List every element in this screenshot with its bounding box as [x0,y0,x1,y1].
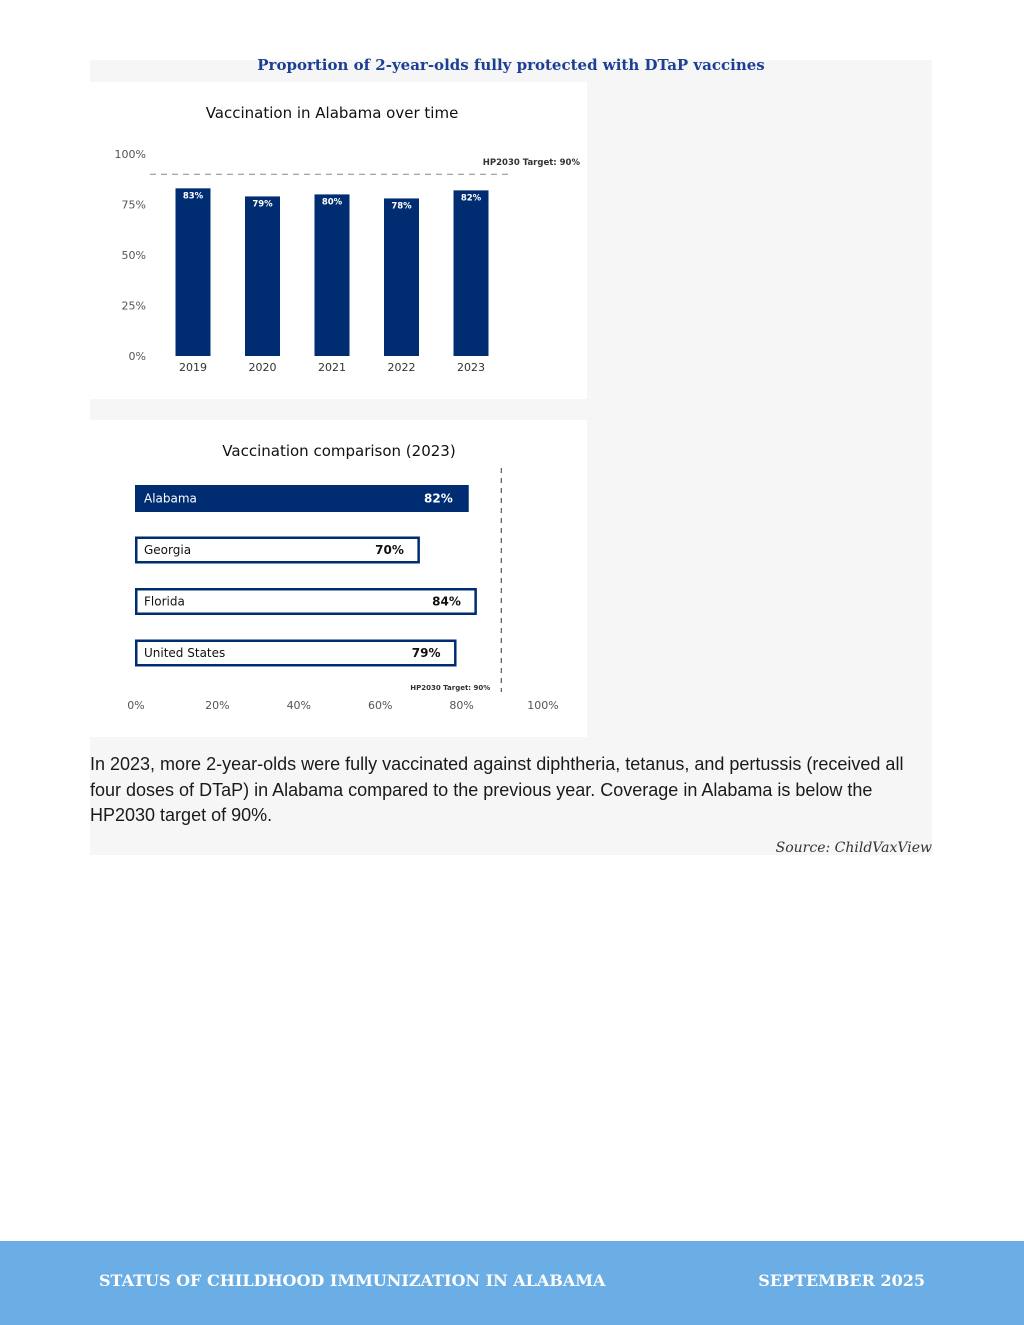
bar-value-label: 79% [252,199,273,210]
chart-comparison-2023-svg [90,420,587,737]
bar-value-label: 82% [424,491,453,506]
bar-florida [136,589,475,614]
bar-value-label: 83% [182,191,204,202]
bar-category-label: Georgia [144,543,192,557]
bar-value-label: 82% [460,193,482,204]
x-tick-label: 2023 [457,361,485,374]
bar-2021 [315,194,350,356]
y-tick-label: 75% [121,198,146,212]
footer-report-title: STATUS OF CHILDHOOD IMMUNIZATION IN ALABAMA [99,1271,606,1290]
target-label: HP2030 Target: 90% [482,158,580,169]
y-tick-label: 50% [121,249,146,262]
source-note: Source: ChildVaxView [775,840,932,856]
bar-value-label: 78% [391,201,412,212]
y-tick-label: 0% [128,350,146,363]
x-tick-label: 2021 [318,361,346,374]
bar-category-label: Alabama [144,491,197,506]
x-tick-label: 2019 [179,361,207,374]
bar-2019 [176,188,211,356]
x-tick-label: 80% [449,699,474,712]
x-tick-label: 2022 [387,361,416,374]
bar-value-label: 80% [321,197,343,208]
bar-2020 [245,196,280,356]
chart-title: Vaccination comparison (2023) [222,442,456,460]
x-tick-label: 2020 [248,361,277,374]
chart-alabama-over-time [90,82,587,399]
bar-2023 [454,190,489,356]
chart-comparison-2023 [90,420,587,737]
bar-value-label: 84% [432,594,461,609]
bar-value-label: 70% [375,543,404,557]
footer-date: SEPTEMBER 2025 [758,1271,925,1290]
x-tick-label: 60% [367,699,393,712]
bar-value-label: 79% [411,646,441,660]
x-tick-label: 40% [286,699,312,712]
chart-alabama-over-time-svg [90,82,587,399]
bar-category-label: Florida [144,594,185,609]
bar-category-label: United States [144,646,226,660]
target-label: HP2030 Target: 90% [410,684,491,692]
y-tick-label: 100% [114,148,146,161]
x-tick-label: 100% [527,699,559,712]
x-tick-label: 20% [205,699,230,712]
page-title: Proportion of 2-year-olds fully protected with DTaP vaccines [257,56,765,74]
bar-2022 [384,198,419,356]
summary-paragraph: In 2023, more 2-year-olds were fully vaccinated against diphtheria, tetanus, and pertussis (received all four doses of DTaP) in Alabama compared to the previous year. Coverage in Alabama is below the HP2030 target of 90%. [90,754,904,825]
footer-bar [0,1241,1024,1325]
x-tick-label: 0% [127,699,145,712]
y-tick-label: 25% [121,299,146,313]
chart-title: Vaccination in Alabama over time [205,104,459,122]
